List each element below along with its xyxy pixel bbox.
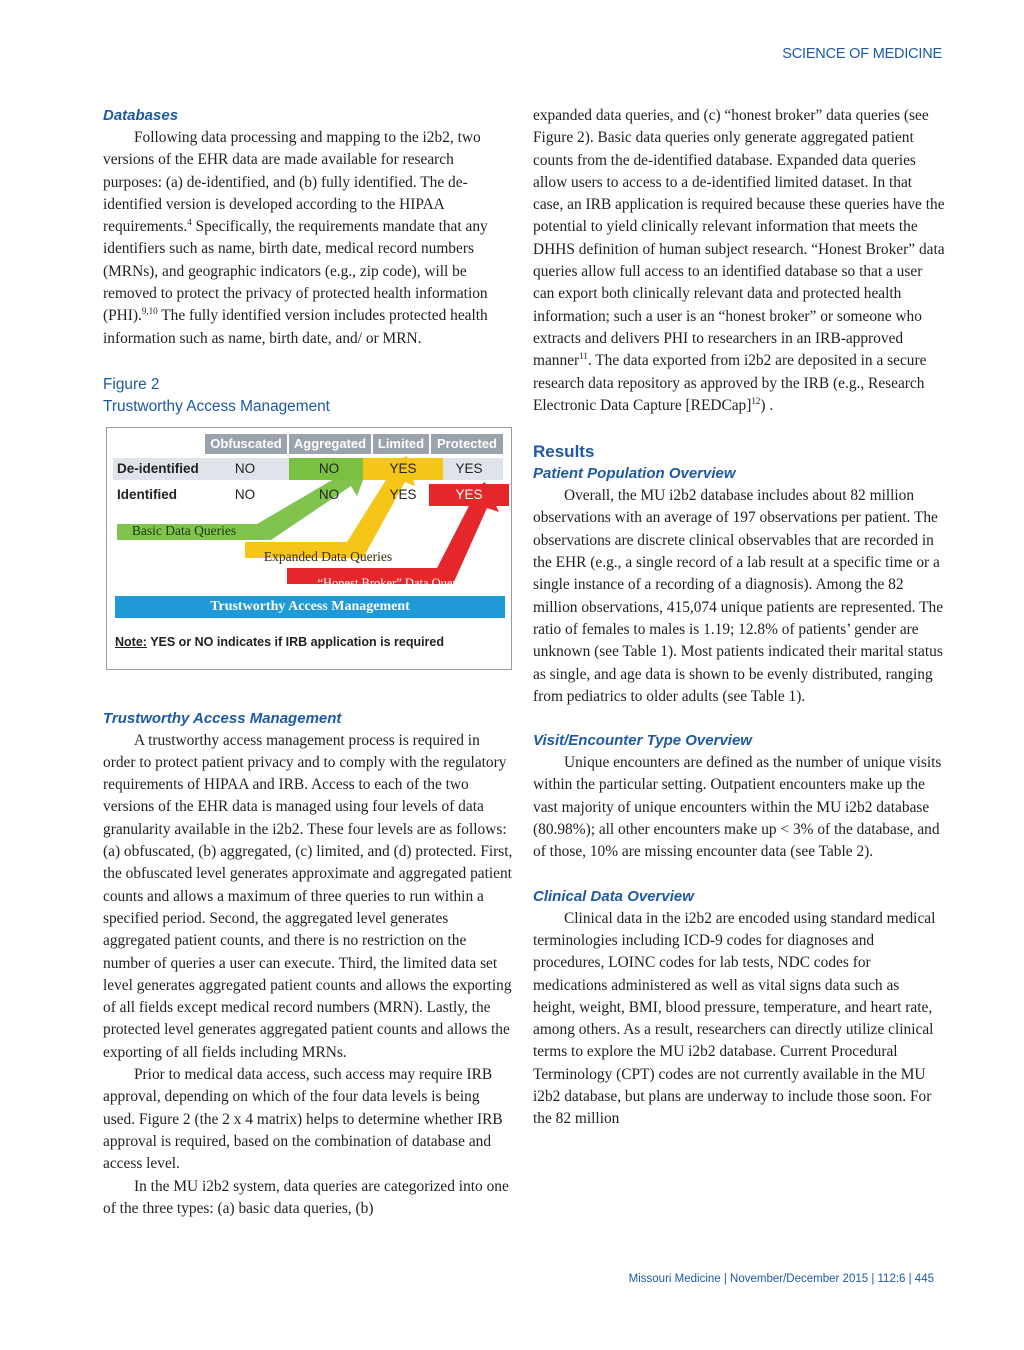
- basic-queries-label: Basic Data Queries: [131, 522, 237, 538]
- clinical-data-paragraph: Clinical data in the i2b2 are encoded using standard medical terminologies including ICD-9 codes for diagnoses and procedures, LOINC codes for lab tests, NDC codes for medications administered as well as vital signs data such as height, weight, BMI, blood pressure, temperature, and heart rate, among others. As a result, researchers can directly utilize clinical terms to explore the MU i2b2 database. Current Procedural Terminology (CPT) codes are not currently available in the MU i2b2 database, but plans are underway to include those soon. For the 82 million: [533, 909, 936, 1128]
- citation-sup: 9,10: [141, 306, 158, 317]
- col-header-limited: Limited: [373, 434, 429, 454]
- expanded-queries-label: Expanded Data Queries: [263, 548, 393, 564]
- databases-heading: Databases: [103, 107, 179, 124]
- databases-text-2: Specifically, the requirements mandate that any identifiers such as name, birth date, medical record numbers (MRNs), and geographic indicators (e.g., zip code), will be removed to protect the privacy of protected health information (PHI).: [103, 218, 488, 325]
- col-header-aggregated: Aggregated: [289, 434, 371, 454]
- citation-sup: 11: [579, 351, 588, 362]
- continued-paragraph: [533, 105, 945, 417]
- left-column: [103, 105, 515, 1220]
- continued-text-3: ) .: [760, 396, 774, 414]
- row-label-identified: Identified: [117, 486, 177, 502]
- note-text: YES or NO indicates if IRB application is required: [146, 634, 445, 649]
- cell-id-protected: YES: [429, 484, 509, 506]
- patient-population-paragraph: Overall, the MU i2b2 database includes about 82 million observations with an average of 197 observations per patient. The observations are discrete clinical observables that are recorded in the EHR (e.g., a single record of a lab result at a specific time or a single instance of a recording of a diagnosis). Among the 82 million observations, 415,074 unique patients are represented. The ratio of females to males is 1.19; 12.8% of patients’ gender are unknown (see Table 1). Most patients indicated their marital status as single, and age data is shown to be evenly distributed, ranging from pediatrics to older adults (see Table 1).: [533, 487, 944, 705]
- figure-caption-label: Figure 2: [103, 375, 160, 393]
- page-footer: Missouri Medicine | November/December 2015 | 112:6 | 445: [628, 1273, 934, 1285]
- col-header-obfuscated: Obfuscated: [205, 434, 287, 454]
- databases-text-3: The fully identified version includes protected health information such as name, birth date, and/ or MRN.: [103, 307, 488, 347]
- databases-paragraph: [103, 127, 515, 350]
- running-header: SCIENCE OF MEDICINE: [782, 46, 942, 62]
- figure-access-matrix: [106, 427, 512, 670]
- results-heading: Results: [533, 442, 595, 462]
- row-label-deidentified: De-identified: [117, 460, 199, 476]
- cell-deid-limited: YES: [363, 458, 443, 480]
- cell-id-limited: YES: [389, 486, 417, 502]
- cell-id-obfuscated: NO: [234, 486, 256, 502]
- honest-broker-queries-label: “Honest Broker” Data Queries: [317, 575, 471, 590]
- continued-text-1: expanded data queries, and (c) “honest broker” data queries (see Figure 2). Basic data queries only generate aggregated patient counts from the de-identified database. Expanded data queries allow users to access to a de-identified limited dataset. In that case, an IRB application is required because these queries have the potential to yield clinically relevant information that meets the DHHS definition of human subject research. “Honest Broker” data queries allow full access to an identified database so that a user can export both clinically relevant data and protected health information; such a user is an “honest broker” or someone who extracts and delivers PHI to researchers in an IRB-approved manner: [533, 107, 945, 370]
- figure-note: [115, 633, 505, 651]
- figure-caption-title: Trustworthy Access Management: [103, 398, 330, 416]
- trustworthy-access-bar: Trustworthy Access Management: [115, 596, 505, 618]
- continued-text-2: . The data exported from i2b2 are deposited in a secure research data repository as approved by the IRB (e.g., Research Electronic Data Capture [REDCap]: [533, 352, 927, 414]
- tam-paragraph-2: Prior to medical data access, such access may require IRB approval, depending on which of the four data levels is being used. Figure 2 (the 2 x 4 matrix) helps to determine whether IRB approval is required, based on the combination of database and access level.: [103, 1066, 503, 1173]
- col-header-protected: Protected: [431, 434, 503, 454]
- patient-population-heading: Patient Population Overview: [533, 465, 736, 483]
- cell-deid-obfuscated: NO: [234, 460, 256, 476]
- cell-id-aggregated: NO: [318, 486, 340, 502]
- visit-encounter-heading: Visit/Encounter Type Overview: [533, 732, 752, 750]
- right-column: [533, 105, 945, 1131]
- tam-paragraph-1: A trustworthy access management process is required in order to protect patient privacy and to comply with the regulatory requirements of HIPAA and IRB. Access to each of the two versions of the EHR data is managed using four levels of data granularity available in the i2b2. These four levels are as follows: (a) obfuscated, (b) aggregated, (c) limited, and (d) protected. First, the obfuscated level generates approximate and aggregated patient counts and allows a maximum of three queries to run within a specified period. Second, the aggregated level generates aggregated patient counts, and there is no restriction on the number of queries a user can execute. Third, the limited data set level generates aggregated patient counts and allows the exporting of all fields except medical record numbers (MRN). Lastly, the protected level generates aggregated patient counts and allows the exporting of all fields including MRNs.: [103, 731, 513, 1061]
- tam-paragraph-3: In the MU i2b2 system, data queries are categorized into one of the three types: (a) basic data queries, (b): [103, 1177, 509, 1217]
- tam-heading: Trustworthy Access Management: [103, 709, 342, 727]
- cell-deid-protected: YES: [455, 460, 483, 476]
- citation-sup: 4: [187, 217, 192, 228]
- clinical-data-heading: Clinical Data Overview: [533, 887, 694, 905]
- note-label: Note:: [115, 634, 147, 649]
- visit-encounter-paragraph: Unique encounters are defined as the number of unique visits within the particular setting. Outpatient encounters make up the vast majority of unique encounters within the MU i2b2 database (80.98%); all other encounters make up < 3% of the database, and of those, 10% are missing encounter data (see Table 2).: [533, 754, 942, 861]
- databases-text-1: Following data processing and mapping to the i2b2, two versions of the EHR data are made available for research purposes: (a) de-identified, and (b) fully identified. The de-identified version is developed according to the HIPAA requirements.: [103, 129, 481, 236]
- citation-sup: 12: [751, 395, 761, 406]
- cell-deid-aggregated: NO: [289, 458, 369, 480]
